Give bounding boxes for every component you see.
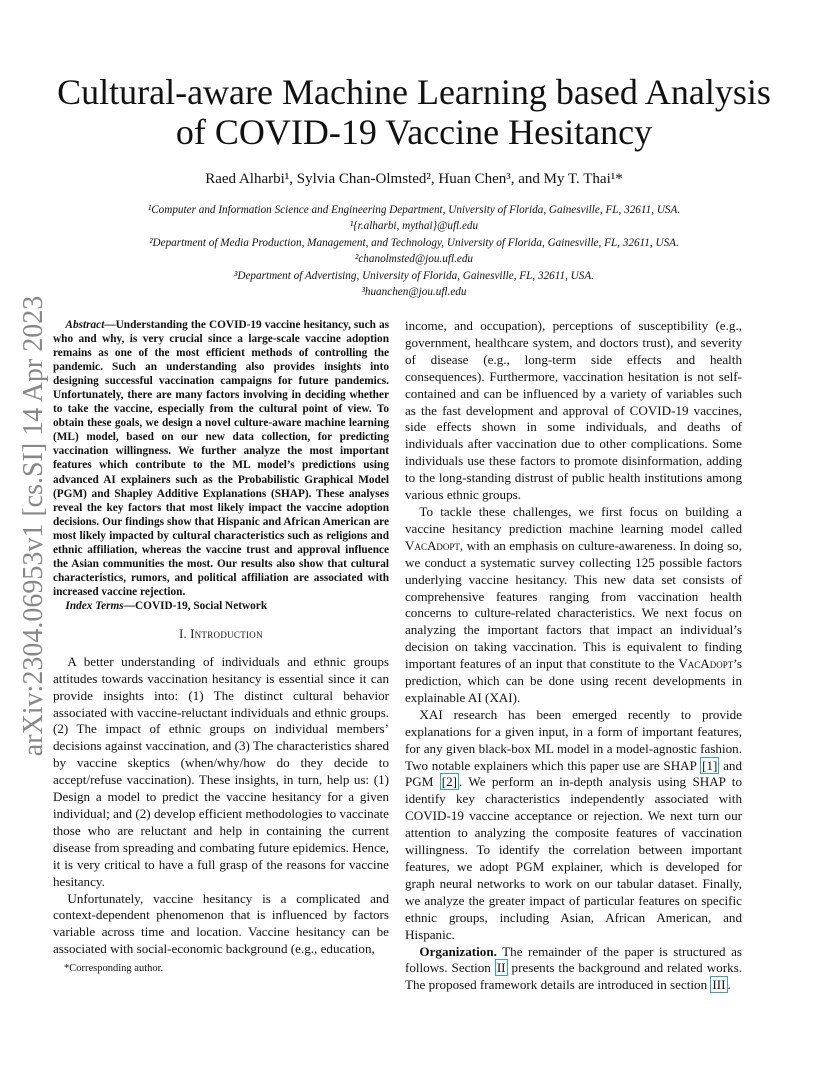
section-link-2[interactable]: II <box>496 960 506 976</box>
text-run: . We perform an in-depth analysis using SHAP to identify key characteristics independently associated with COVID-19 vaccine acceptance or rejection. We next turn our attention to analyzing the composite features of vaccination willingness. To identify the correlation between important features, we adopt PGM explainer, which is developed for graph neural networks to work on our tabular dataset. Finally, we analyze the greater impact of particular features on specific ethnic groups, including Asian, African American, and Hispanic. <box>405 774 742 942</box>
affiliation-line: ³Department of Advertising, University of Florida, Gainesville, FL, 32611, USA. <box>234 269 594 282</box>
citation-link-2[interactable]: [2] <box>441 774 458 790</box>
footnote: *Corresponding author. <box>64 963 164 974</box>
text-run: . <box>727 977 731 993</box>
affiliation-line: ¹Computer and Information Science and Engineering Department, University of Florida, Gainesville, FL, 32611, USA. <box>147 204 681 216</box>
index-terms-label: Index Terms <box>65 599 124 612</box>
abstract <box>53 318 389 599</box>
right-paragraph-2 <box>405 504 742 707</box>
title-line-2: of COVID-19 Vaccine Hesitancy <box>175 112 653 152</box>
organization-paragraph <box>405 944 742 995</box>
affiliation-line: ²Department of Media Production, Management, and Technology, University of Florida, Gainesville, FL, 32611, USA. <box>149 236 679 249</box>
text-run: ’s prediction, which can be done using recent developments in explainable AI (XAI). <box>405 656 742 705</box>
affiliation-email: ²chanolmsted@jou.ufl.edu <box>354 253 474 266</box>
right-paragraph-1: income, and occupation), perceptions of susceptibility (e.g., government, healthcare system, and doctors trust), and severity of disease (e.g., long-term side effects and health consequences). Furthermore, vaccination hesitation is not self-contained and can be influenced by a variety of variables such as the fast development and approval of COVID-19 vaccines, side effects shown in some individuals, and deaths of individuals after vaccination due to other complications. Some individuals use these factors to promote disinformation, adding to the long-standing distrust of public health institutions among various ethnic groups. <box>405 318 742 503</box>
abstract-label: Abstract <box>65 319 105 331</box>
arxiv-stamp-text: arXiv:2304.06953v1 [cs.SI] 14 Apr 2023 <box>18 295 49 757</box>
author-list: Raed Alharbi¹, Sylvia Chan-Olmsted², Huan Chen³, and My T. Thai¹* <box>205 171 623 187</box>
abstract-text: —Understanding the COVID-19 vaccine hesitancy, such as who and why, is very crucial since a large-scale vaccine adoption remains as one of the most efficient methods of controlling the pandemic. Such an understanding also provides insights into designing successful vaccination campaigns for future pandemics. Unfortunately, there are many factors involving in deciding whether to take the vaccine, especially from the cultural point of view. To obtain these goals, we design a novel culture-aware machine learning (ML) model, based on our new data collection, for predicting vaccination willingness. We further analyze the most important features which contribute to the ML model’s predictions using advanced AI explainers such as the Probabilistic Graphical Model (PGM) and Shapley Additive Explanations (SHAP). These analyses reveal the key factors that most likely impact the vaccine adoption decisions. Our findings show that Hispanic and African American are most likely impacted by cultural characteristics such as religions and ethnic affiliation, whereas the vaccine trust and approval influence the Asian communities the most. Our results also show that cultural characteristics, rumors, and political affiliation are associated with increased vaccine rejection. <box>53 319 389 598</box>
model-name: VacAdopt <box>405 537 460 553</box>
index-terms <box>53 599 389 613</box>
section-heading-introduction: I. Introduction <box>179 626 263 641</box>
organization-label: Organization. <box>419 943 497 959</box>
text-run: The remainder of the paper is structured as follows. Section <box>405 943 742 976</box>
intro-paragraph-1: A better understanding of individuals and ethnic groups attitudes towards vaccination hesitancy is essential since it can provide insights into: (1) The distinct cultural behavior associated with vaccine-reluctant individuals and ethnic groups. (2) The impact of ethnic groups on individual members’ decisions against vaccination, and (3) The characteristics shared by vaccine skeptics (when/why/how do they decide to accept/refuse vaccination). These insights, in turn, help us: (1) Design a model to predict the vaccine hesitancy for a given individual; and (2) develop efficient methodologies to vaccinate those who are reluctant and help in containing the current disease from spreading and combating future epidemics. Hence, it is very critical to have a full grasp of the reasons for vaccine hesitancy. <box>53 653 389 889</box>
section-link-3[interactable]: III <box>712 977 726 993</box>
paper-title <box>0 72 828 152</box>
text-run: To tackle these challenges, we first focus on building a vaccine hesitancy prediction machine learning model called <box>405 503 742 536</box>
right-paragraph-3 <box>405 707 742 944</box>
text-run: presents the background and related works. The proposed framework details are introduced in section <box>405 960 742 993</box>
citation-link-1[interactable]: [1] <box>702 757 718 773</box>
affiliation-email: ¹{r.alharbi, mythai}@ufl.edu <box>349 220 479 233</box>
right-column <box>405 318 742 994</box>
affiliation-email: ³huanchen@jou.ufl.edu <box>361 286 467 299</box>
model-name: VacAdopt <box>678 656 734 672</box>
title-line-1: Cultural-aware Machine Learning based Analysis <box>57 72 771 112</box>
index-terms-text: —COVID-19, Social Network <box>123 599 268 612</box>
affiliations <box>0 202 828 300</box>
intro-paragraph-2: Unfortunately, vaccine hesitancy is a complicated and context-dependent phenomenon that is influenced by factors variable across time and location. Vaccine hesitancy can be associated with social-economic background (e.g., education, <box>53 890 389 957</box>
text-run: , with an emphasis on culture-awareness. In doing so, we conduct a systematic survey collecting 125 possible factors underlying vaccine hesitancy. This new data set consists of comprehensive features ranging from vaccination health concerns to culture-related characteristics. We next focus on analyzing the important factors that impact an individual’s decision on taking vaccination. This is equivalent to finding important features of an input that constitute to the <box>405 537 742 672</box>
left-column <box>53 318 389 958</box>
text-run: and PGM <box>405 757 742 790</box>
text-run: XAI research has been emerged recently to provide explanations for a given input, in a form of important features, for any given black-box ML model in a model-agnostic fashion. Two notable explainers which this paper use are SHAP <box>405 706 742 773</box>
